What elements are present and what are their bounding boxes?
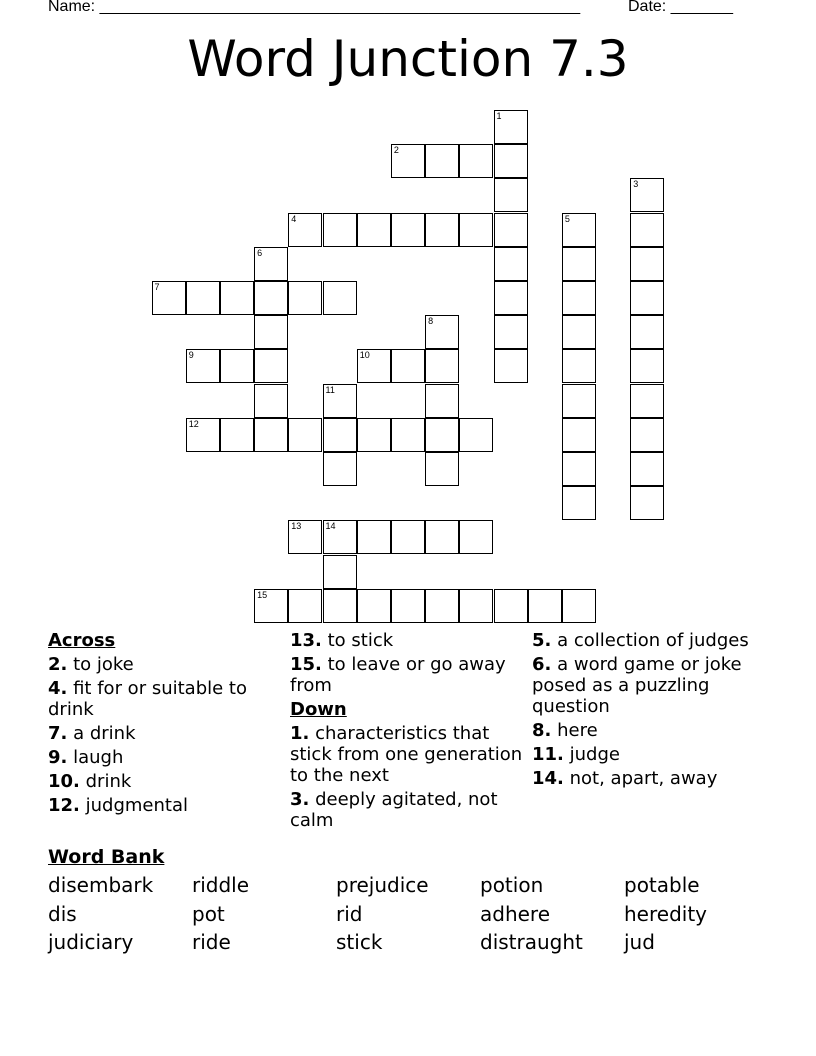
grid-cell[interactable] — [323, 418, 357, 452]
cell-number: 4 — [291, 213, 297, 224]
cell-number: 8 — [428, 316, 434, 327]
grid-cell[interactable] — [425, 213, 459, 247]
word-bank-item: riddle — [192, 873, 250, 897]
grid-cell[interactable] — [562, 452, 596, 486]
grid-cell[interactable] — [562, 589, 596, 623]
grid-cell[interactable] — [186, 418, 220, 452]
word-bank-item: disembark — [48, 873, 154, 897]
word-bank-item: rid — [336, 902, 363, 926]
grid-cell[interactable] — [630, 213, 664, 247]
cell-number: 13 — [291, 521, 302, 532]
grid-cell[interactable] — [288, 418, 322, 452]
grid-cell[interactable] — [425, 315, 459, 349]
grid-cell[interactable] — [220, 349, 254, 383]
grid-cell[interactable] — [494, 247, 528, 281]
grid-cell[interactable] — [494, 178, 528, 212]
grid-cell[interactable] — [323, 555, 357, 589]
grid-cell[interactable] — [459, 144, 493, 178]
clue-number: 7. — [48, 723, 68, 744]
clue-across-13 — [290, 630, 526, 651]
word-bank-item: potable — [624, 873, 700, 897]
grid-cell[interactable] — [459, 589, 493, 623]
clue-across-12 — [48, 795, 278, 816]
puzzle-title: Word Junction 7.3 — [187, 30, 629, 88]
grid-cell[interactable] — [254, 589, 288, 623]
grid-cell[interactable] — [391, 349, 425, 383]
grid-cell[interactable] — [357, 213, 391, 247]
cell-number: 9 — [188, 350, 194, 361]
grid-cell[interactable] — [391, 589, 425, 623]
grid-cell[interactable] — [323, 589, 357, 623]
grid-cell[interactable] — [254, 315, 288, 349]
clue-number: 10. — [48, 771, 80, 792]
grid-cell[interactable] — [562, 349, 596, 383]
clue-number: 15. — [290, 654, 322, 675]
grid-cell[interactable] — [288, 213, 322, 247]
clue-down-14 — [532, 768, 772, 789]
grid-cell[interactable] — [494, 110, 528, 144]
clue-text: to joke — [67, 654, 134, 675]
clue-down-11 — [532, 744, 772, 765]
cell-number: 10 — [359, 350, 370, 361]
grid-cell[interactable] — [220, 281, 254, 315]
word-bank-item: ride — [192, 930, 231, 954]
clue-number: 9. — [48, 747, 68, 768]
grid-cell[interactable] — [630, 349, 664, 383]
grid-cell[interactable] — [425, 452, 459, 486]
clue-number: 14. — [532, 768, 564, 789]
clues-column-2 — [290, 630, 526, 834]
word-bank-item: jud — [624, 930, 655, 954]
grid-cell[interactable] — [562, 213, 596, 247]
grid-cell[interactable] — [425, 384, 459, 418]
grid-cell[interactable] — [186, 281, 220, 315]
grid-cell[interactable] — [391, 520, 425, 554]
clue-text: here — [551, 720, 598, 741]
grid-cell[interactable] — [323, 452, 357, 486]
grid-cell[interactable] — [630, 418, 664, 452]
grid-cell[interactable] — [494, 144, 528, 178]
clue-number: 13. — [290, 630, 322, 651]
grid-cell[interactable] — [562, 486, 596, 520]
grid-cell[interactable] — [459, 520, 493, 554]
grid-cell[interactable] — [425, 144, 459, 178]
clues-column-1 — [48, 630, 278, 819]
clue-text: a drink — [67, 723, 136, 744]
cell-number: 12 — [188, 418, 199, 429]
cell-number: 7 — [154, 282, 160, 292]
grid-cell[interactable] — [562, 281, 596, 315]
grid-cell[interactable] — [630, 384, 664, 418]
cell-number: 11 — [325, 384, 335, 395]
word-bank-item: heredity — [624, 902, 707, 926]
word-bank-item: adhere — [480, 902, 551, 926]
grid-cell[interactable] — [254, 281, 288, 315]
across-heading: Across — [48, 630, 116, 651]
grid-cell[interactable] — [323, 213, 357, 247]
cell-number: 6 — [257, 247, 263, 258]
cell-number: 3 — [633, 179, 639, 190]
word-bank-item: pot — [192, 902, 225, 926]
grid-cell[interactable] — [562, 418, 596, 452]
word-bank-heading: Word Bank — [48, 846, 165, 868]
grid-cell[interactable] — [494, 315, 528, 349]
grid-cell[interactable] — [528, 589, 562, 623]
grid-cell[interactable] — [288, 520, 322, 554]
word-bank-item: stick — [336, 930, 383, 954]
grid-cell[interactable] — [254, 349, 288, 383]
clue-text: to stick — [321, 630, 394, 651]
clue-text: not, apart, away — [563, 768, 718, 789]
clue-number: 12. — [48, 795, 80, 816]
clue-text: characteristics that stick from one generation to the next — [290, 723, 523, 786]
grid-cell[interactable] — [630, 178, 664, 212]
grid-cell[interactable] — [288, 589, 322, 623]
grid-cell[interactable] — [357, 349, 391, 383]
word-bank-item: dis — [48, 902, 77, 926]
grid-cell[interactable] — [562, 384, 596, 418]
grid-cell[interactable] — [562, 315, 596, 349]
clue-number: 4. — [48, 678, 68, 699]
clue-down-5 — [532, 630, 772, 651]
grid-cell[interactable] — [494, 589, 528, 623]
grid-cell[interactable] — [630, 486, 664, 520]
clue-text: judge — [563, 744, 620, 765]
clue-across-7 — [48, 723, 278, 744]
date-field[interactable]: Date: _______ — [628, 0, 733, 15]
clue-text: fit for or suitable to drink — [48, 678, 247, 720]
grid-cell[interactable] — [630, 281, 664, 315]
grid-cell[interactable] — [425, 520, 459, 554]
clue-down-3 — [290, 789, 526, 831]
grid-cell[interactable] — [459, 213, 493, 247]
clue-across-9 — [48, 747, 278, 768]
clue-text: laugh — [67, 747, 124, 768]
grid-cell[interactable] — [630, 452, 664, 486]
grid-cell[interactable] — [459, 418, 493, 452]
grid-cell[interactable] — [425, 349, 459, 383]
grid-cell[interactable] — [254, 247, 288, 281]
clue-number: 8. — [532, 720, 552, 741]
grid-cell[interactable] — [254, 384, 288, 418]
clue-down-1 — [290, 723, 526, 786]
grid-cell[interactable] — [425, 589, 459, 623]
clue-text: a word game or joke posed as a puzzling question — [532, 654, 742, 717]
clue-text: drink — [79, 771, 132, 792]
cell-number: 2 — [393, 145, 399, 156]
cell-number: 15 — [257, 589, 268, 600]
clue-number: 5. — [532, 630, 552, 651]
clue-text: to leave or go away from — [290, 654, 506, 696]
grid-cell[interactable] — [494, 213, 528, 247]
grid-cell[interactable] — [186, 349, 220, 383]
grid-cell[interactable] — [220, 418, 254, 452]
grid-cell[interactable] — [391, 144, 425, 178]
clue-down-6 — [532, 654, 772, 717]
grid-cell[interactable] — [630, 247, 664, 281]
grid-cell[interactable] — [494, 349, 528, 383]
grid-cell[interactable] — [288, 281, 322, 315]
grid-cell[interactable] — [254, 418, 288, 452]
grid-cell[interactable] — [323, 281, 357, 315]
word-bank-item: judiciary — [48, 930, 134, 954]
grid-cell[interactable] — [152, 281, 186, 315]
clue-across-2 — [48, 654, 278, 675]
cell-number: 14 — [325, 521, 336, 532]
grid-cell[interactable] — [630, 315, 664, 349]
clue-text: judgmental — [79, 795, 188, 816]
grid-cell[interactable] — [357, 418, 391, 452]
grid-cell[interactable] — [391, 418, 425, 452]
clue-number: 2. — [48, 654, 68, 675]
grid-cell[interactable] — [391, 213, 425, 247]
name-field[interactable]: Name: ______________________________________________________ — [48, 0, 581, 15]
clue-number: 3. — [290, 789, 310, 810]
grid-cell[interactable] — [323, 520, 357, 554]
cell-number: 1 — [496, 111, 502, 121]
clue-number: 6. — [532, 654, 552, 675]
clue-number: 11. — [532, 744, 564, 765]
word-bank-item: prejudice — [336, 873, 429, 897]
grid-cell[interactable] — [357, 589, 391, 623]
clues-column-3 — [532, 630, 772, 792]
clue-down-8 — [532, 720, 772, 741]
clue-across-4 — [48, 678, 278, 720]
grid-cell[interactable] — [562, 247, 596, 281]
grid-cell[interactable] — [323, 384, 357, 418]
down-heading: Down — [290, 699, 347, 720]
clue-number: 1. — [290, 723, 310, 744]
word-bank-item: distraught — [480, 930, 583, 954]
clue-across-15 — [290, 654, 526, 696]
clue-text: deeply agitated, not calm — [290, 789, 498, 831]
grid-cell[interactable] — [357, 520, 391, 554]
clue-across-10 — [48, 771, 278, 792]
cell-number: 5 — [564, 213, 570, 224]
clue-text: a collection of judges — [551, 630, 749, 651]
word-bank-item: potion — [480, 873, 544, 897]
grid-cell[interactable] — [425, 418, 459, 452]
grid-cell[interactable] — [494, 281, 528, 315]
